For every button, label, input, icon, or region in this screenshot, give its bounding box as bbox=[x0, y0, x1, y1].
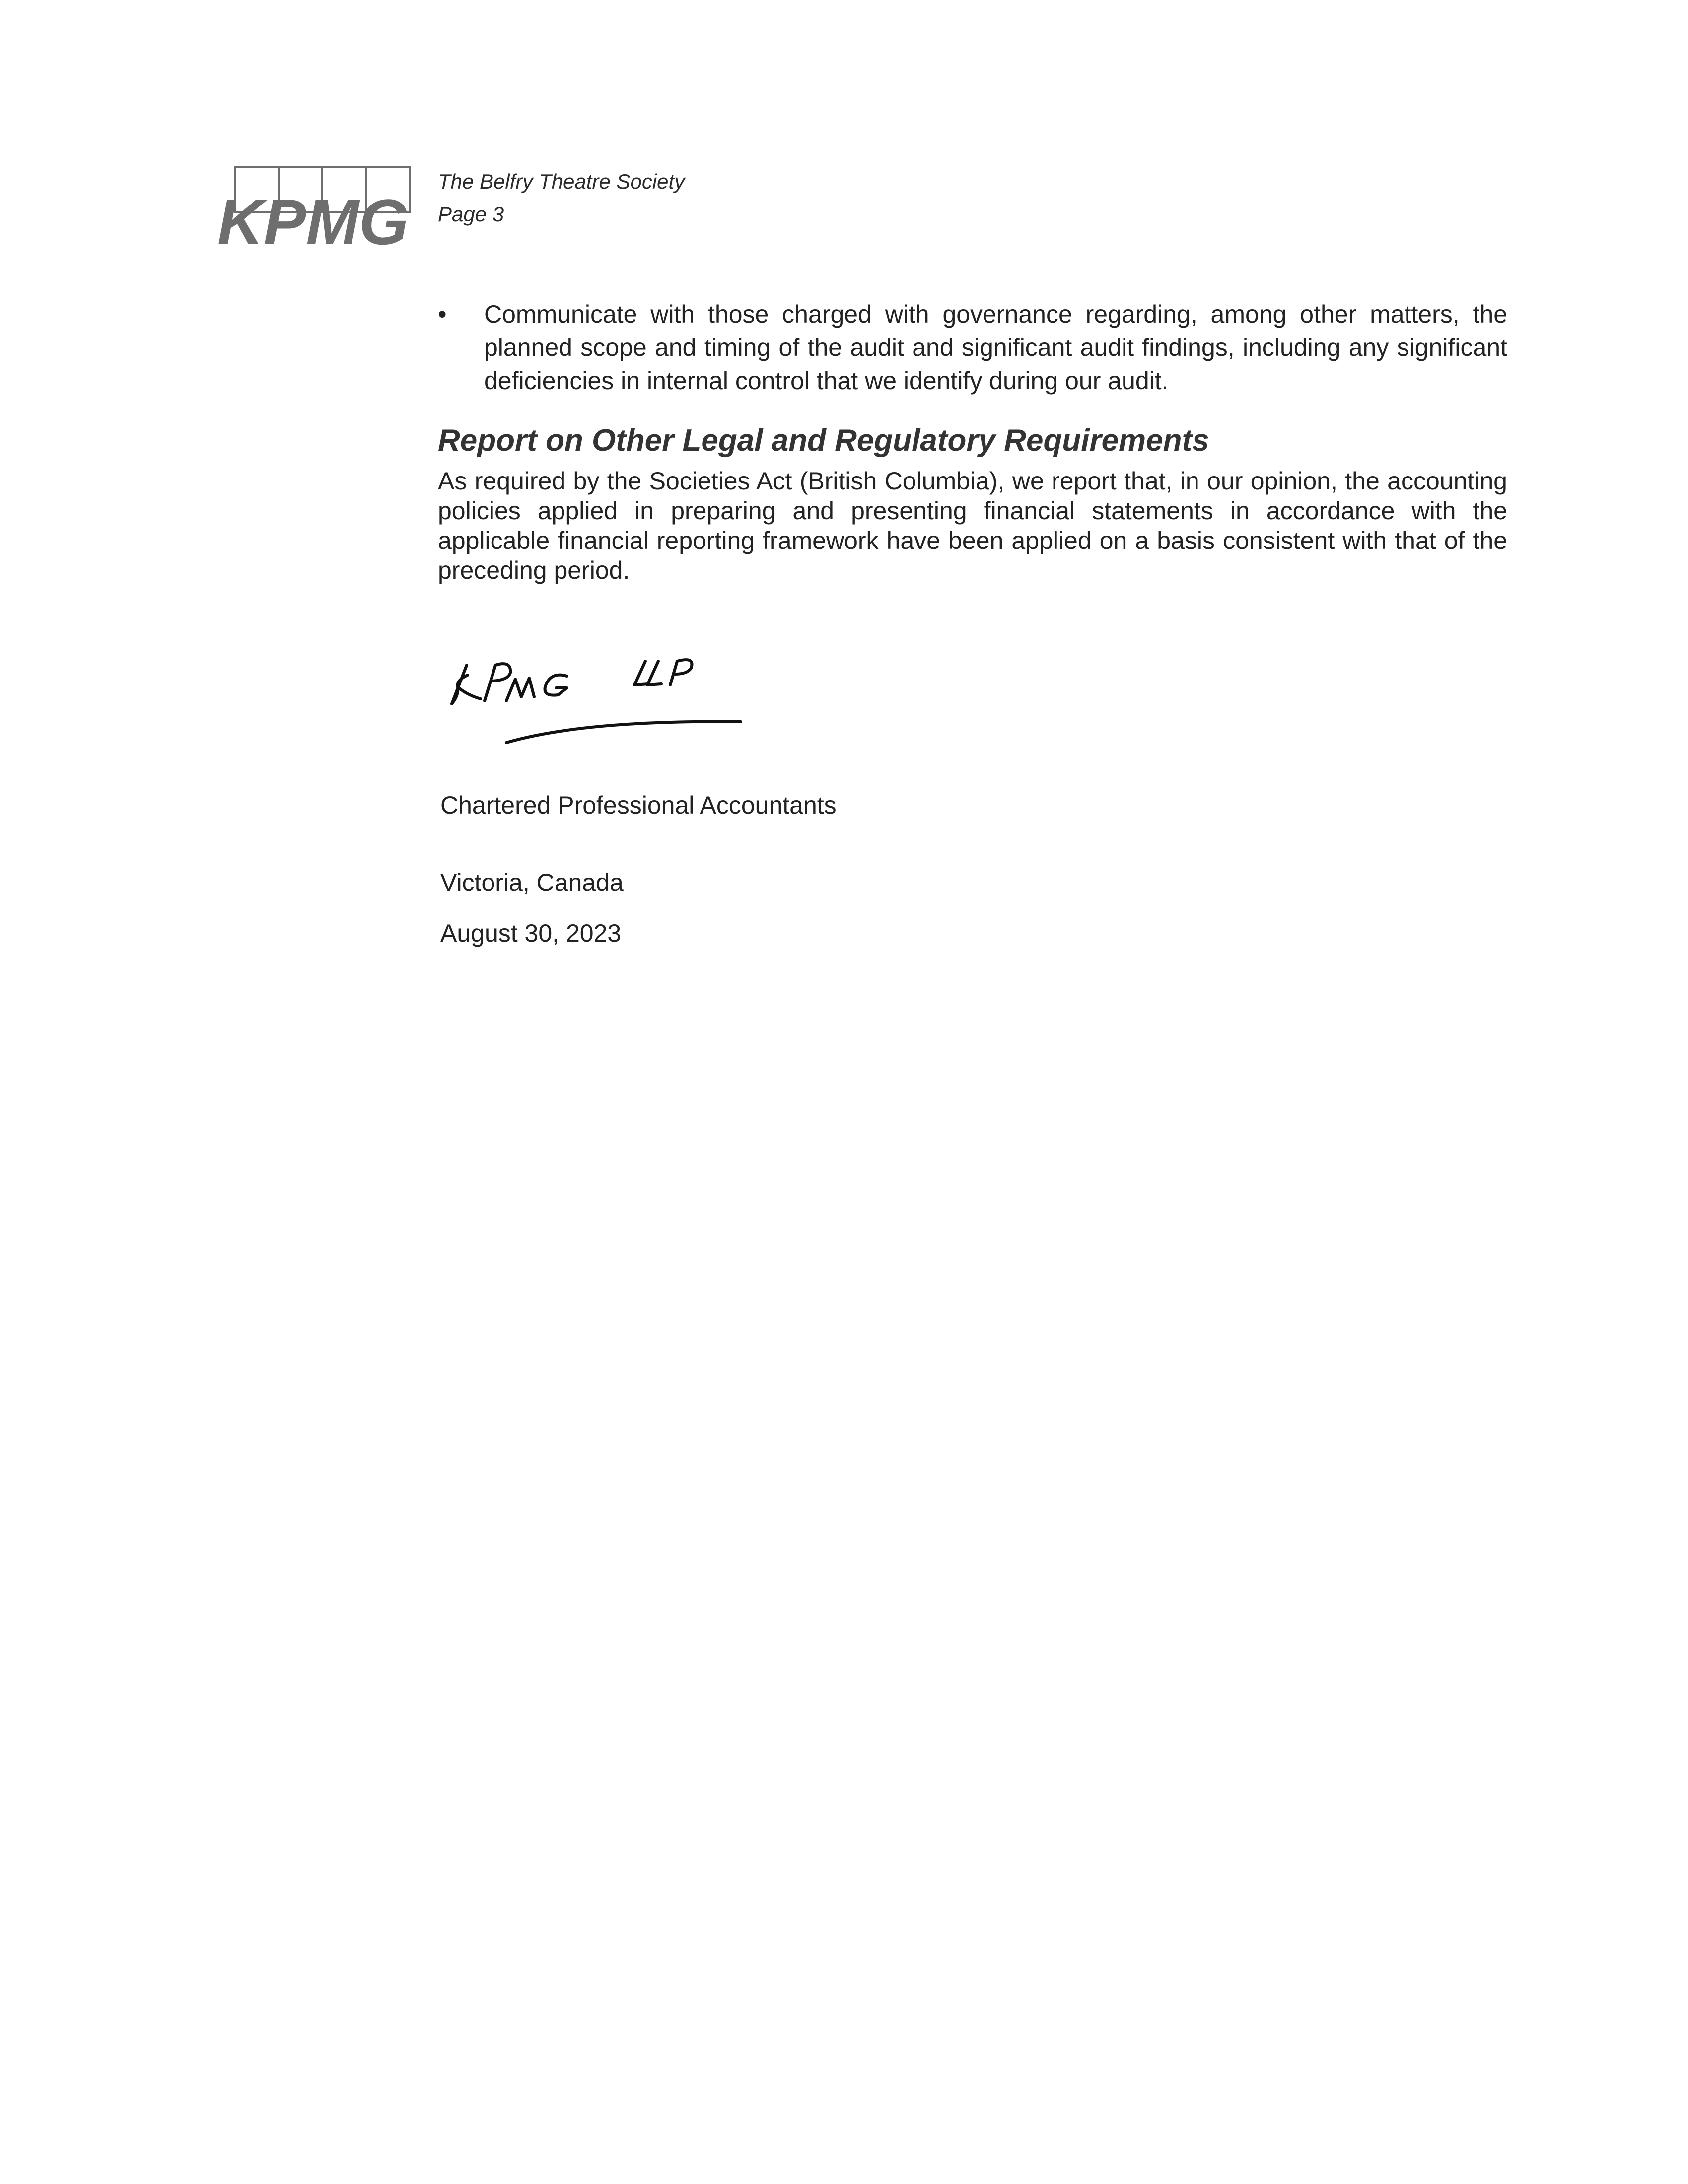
svg-text:KPMG: KPMG bbox=[217, 186, 409, 253]
section-paragraph: As required by the Societies Act (British Columbia), we report that, in our opinion, the accounting policies applied in preparing and presenting financial statements in accordance with the applicable financial reporting framework have been applied on a basis consistent with that of the preceding period. bbox=[438, 467, 1507, 584]
handwritten-signature bbox=[437, 645, 755, 759]
client-name: The Belfry Theatre Society bbox=[438, 170, 685, 193]
bullet-icon: • bbox=[438, 300, 447, 328]
page-number: Page 3 bbox=[438, 203, 504, 226]
bullet-text: Communicate with those charged with governance regarding, among other matters, the planned scope and timing of the audit and significant audit findings, including any significant deficiencies in internal control that we identify during our audit. bbox=[484, 300, 1507, 395]
report-date: August 30, 2023 bbox=[440, 919, 622, 947]
letterhead-text bbox=[438, 165, 685, 231]
report-location: Victoria, Canada bbox=[440, 869, 624, 896]
report-body bbox=[438, 298, 1507, 585]
kpmg-logo bbox=[217, 164, 426, 253]
section-heading: Report on Other Legal and Regulatory Requirements bbox=[438, 423, 1209, 458]
firm-designation: Chartered Professional Accountants bbox=[440, 791, 837, 819]
bullet-item bbox=[438, 298, 1507, 398]
